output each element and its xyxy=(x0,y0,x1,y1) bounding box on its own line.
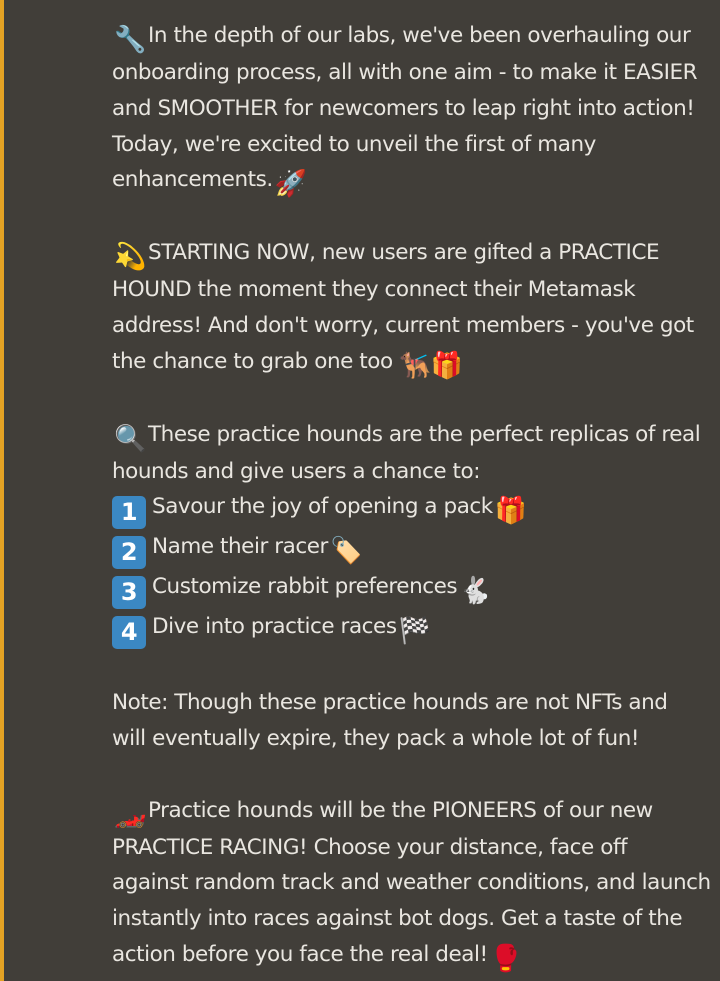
list-item-text: Customize rabbit preferences xyxy=(152,574,458,600)
paragraph-practice-features xyxy=(112,417,712,650)
text-line xyxy=(112,344,712,381)
rocket-icon: 🚀 xyxy=(274,169,307,200)
rabbit-icon: 🐇 xyxy=(459,576,492,607)
text-line: onboarding process, all with one aim - to make it EASIER xyxy=(112,60,698,85)
text-line xyxy=(112,793,712,830)
list-item-text: Name their racer xyxy=(152,534,328,560)
boxing-glove-icon: 🥊 xyxy=(489,943,522,974)
list-item xyxy=(112,489,712,529)
line-text: the chance to grab one too xyxy=(112,348,393,374)
text-line: HOUND the moment they connect their Metamask xyxy=(112,277,636,303)
text-line: instantly into races against bot dogs. Get a taste of the xyxy=(112,906,683,932)
paragraph-note xyxy=(112,685,712,757)
text-line xyxy=(112,18,712,55)
text-line: Today, we're excited to unveil the first of many xyxy=(112,131,596,157)
paragraph-practice-hound-gift xyxy=(112,235,712,381)
checkered-flag-icon: 🏁 xyxy=(398,616,431,647)
keycap-2-icon: 2 xyxy=(112,536,146,569)
service-dog-and-gift-icon: 🐕‍🦺🎁 xyxy=(398,350,463,381)
text-line: against random track and weather conditions, and launch xyxy=(112,870,711,896)
text-line xyxy=(112,235,712,272)
gift-icon: 🎁 xyxy=(494,496,527,527)
line-text: In the depth of our labs, we've been overhauling our xyxy=(148,23,691,48)
dizzy-star-icon: 💫 xyxy=(114,242,146,273)
paragraph-labs-update xyxy=(112,18,712,199)
text-line: and SMOOTHER for newcomers to leap right into action! xyxy=(112,95,695,121)
list-item-text: Savour the joy of opening a pack xyxy=(152,494,493,520)
list-item-text: Dive into practice races xyxy=(152,614,397,640)
line-text: action before you face the real deal! xyxy=(112,941,488,967)
line-text: enhancements. xyxy=(112,167,273,193)
paragraph-practice-racing xyxy=(112,793,712,974)
text-line: PRACTICE RACING! Choose your distance, face off xyxy=(112,834,628,860)
wrench-icon: 🔧 xyxy=(114,25,146,55)
text-line xyxy=(112,162,712,199)
message-accent-bar xyxy=(0,0,4,981)
text-line: hounds and give users a chance to: xyxy=(112,458,481,484)
text-line: will eventually expire, they pack a whole lot of fun! xyxy=(112,725,640,751)
line-text: Practice hounds will be the PIONEERS of our new xyxy=(148,797,653,823)
text-line: address! And don't worry, current members - you've got xyxy=(112,312,694,338)
list-item xyxy=(112,529,712,569)
line-text: STARTING NOW, new users are gifted a PRACTICE xyxy=(148,240,660,266)
text-line xyxy=(112,417,712,454)
announcement-message xyxy=(112,18,712,974)
text-line xyxy=(112,937,712,974)
race-car-icon: 🏎️ xyxy=(114,799,146,830)
line-text: These practice hounds are the perfect replicas of real xyxy=(148,421,701,447)
list-item xyxy=(112,609,712,649)
keycap-1-icon: 1 xyxy=(112,496,146,529)
text-line: Note: Though these practice hounds are not NFTs and xyxy=(112,690,668,716)
magnifying-glass-icon: 🔍 xyxy=(114,423,146,454)
list-item xyxy=(112,569,712,609)
keycap-3-icon: 3 xyxy=(112,576,146,609)
label-tag-icon: 🏷️ xyxy=(329,536,362,567)
keycap-4-icon: 4 xyxy=(112,616,146,649)
